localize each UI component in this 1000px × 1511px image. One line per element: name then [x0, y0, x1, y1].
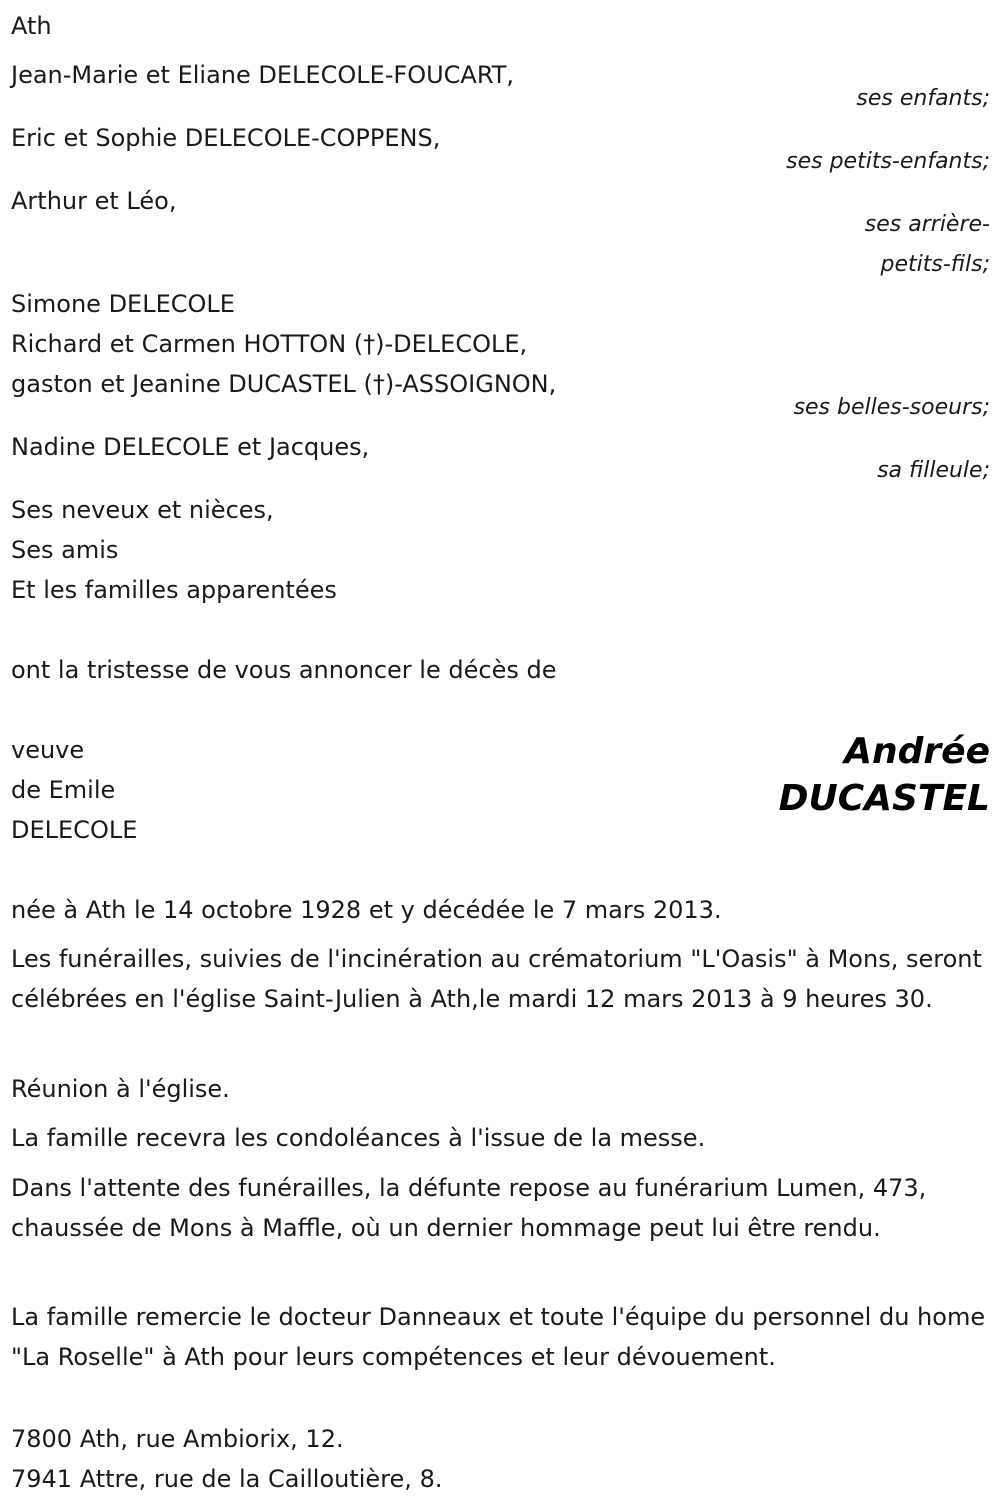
- deceased-first-name: Andrée: [844, 731, 990, 772]
- family-goddaughter-role: sa filleule;: [877, 458, 990, 483]
- family-great-grandchildren-role-line2: petits-fils;: [880, 252, 990, 277]
- others-line-2: Ses amis: [11, 536, 119, 564]
- family-children-role: ses enfants;: [856, 86, 990, 111]
- family-sisters-in-law-role: ses belles-soeurs;: [793, 395, 990, 420]
- birth-death: née à Ath le 14 octobre 1928 et y décédée le 7 mars 2013.: [11, 896, 722, 924]
- family-grandchildren-role: ses petits-enfants;: [786, 149, 990, 174]
- paragraph-thanks: La famille remercie le docteur Danneaux et toute l'équipe du personnel du home "La Roselle" à Ath pour leurs compétences et leur dévouement.: [11, 1303, 986, 1371]
- announcement: ont la tristesse de vous annoncer le décès de: [11, 656, 557, 684]
- family-goddaughter-names: Nadine DELECOLE et Jacques,: [11, 433, 370, 461]
- family-sisters-in-law-name-1: Simone DELECOLE: [11, 290, 235, 318]
- address-2: 7941 Attre, rue de la Cailloutière, 8.: [11, 1465, 443, 1493]
- family-sisters-in-law-name-3: gaston et Jeanine DUCASTEL (†)-ASSOIGNON,: [11, 370, 557, 398]
- address-1: 7800 Ath, rue Ambiorix, 12.: [11, 1425, 344, 1453]
- location: Ath: [11, 12, 52, 40]
- paragraph-meeting: Réunion à l'église.: [11, 1075, 230, 1103]
- family-grandchildren-names: Eric et Sophie DELECOLE-COPPENS,: [11, 124, 441, 152]
- paragraph-funerarium: Dans l'attente des funérailles, la défunte repose au funérarium Lumen, 473, chaussée de Mons à Maffle, où un dernier hommage peut lui être rendu.: [11, 1174, 927, 1242]
- family-great-grandchildren-names: Arthur et Léo,: [11, 187, 177, 215]
- status-line-3: DELECOLE: [11, 816, 138, 844]
- deceased-last-name: DUCASTEL: [778, 778, 990, 819]
- status-line-1: veuve: [11, 736, 85, 764]
- family-children-names: Jean-Marie et Eliane DELECOLE-FOUCART,: [11, 61, 515, 89]
- paragraph-condolences: La famille recevra les condoléances à l'issue de la messe.: [11, 1124, 706, 1152]
- others-line-3: Et les familles apparentées: [11, 576, 337, 604]
- others-line-1: Ses neveux et nièces,: [11, 496, 274, 524]
- status-line-2: de Emile: [11, 776, 116, 804]
- family-great-grandchildren-role-line1: ses arrière-: [864, 212, 990, 237]
- paragraph-funeral: Les funérailles, suivies de l'incinération au crématorium "L'Oasis" à Mons, seront célébrées en l'église Saint-Julien à Ath,le mardi 12 mars 2013 à 9 heures 30.: [11, 945, 982, 1013]
- family-sisters-in-law-name-2: Richard et Carmen HOTTON (†)-DELECOLE,: [11, 330, 528, 358]
